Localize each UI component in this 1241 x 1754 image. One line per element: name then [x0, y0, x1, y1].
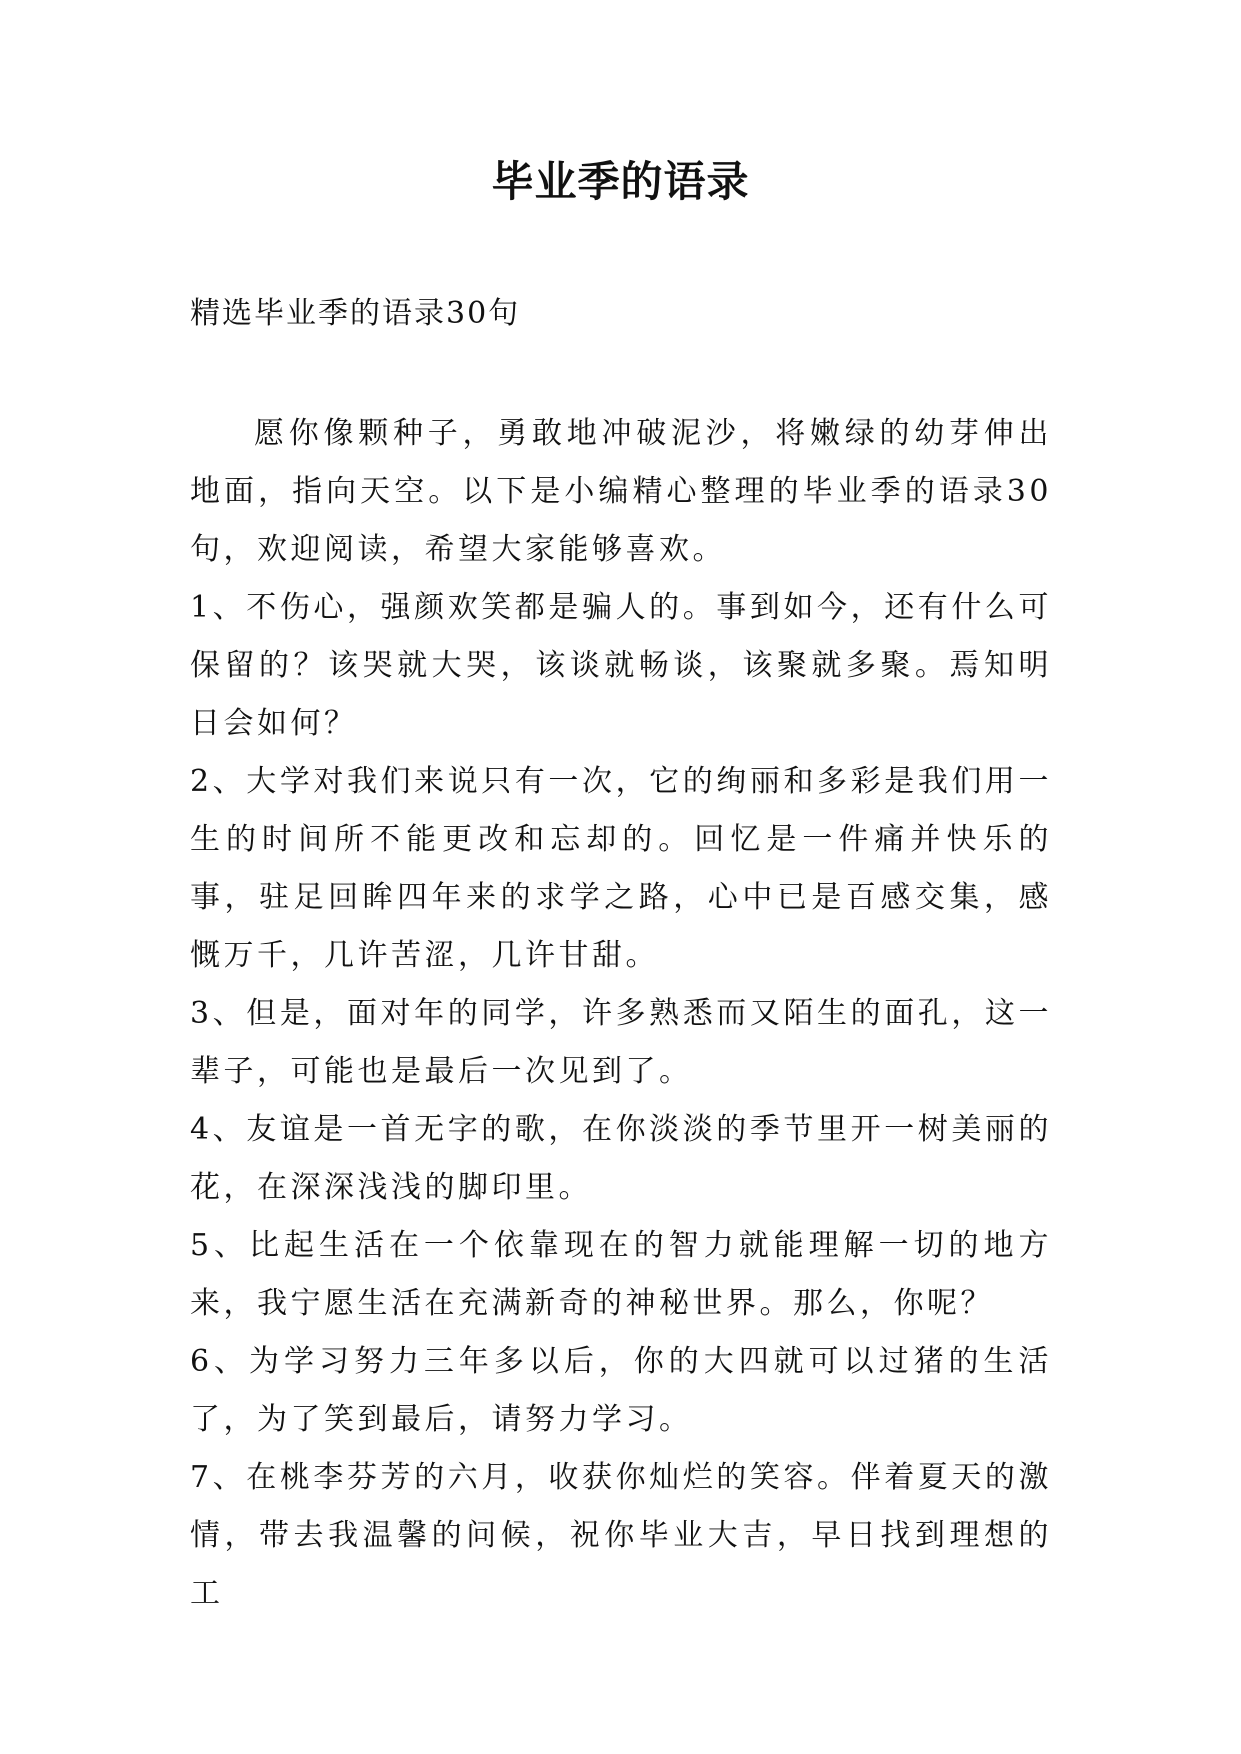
quote-paragraph: 1、不伤心，强颜欢笑都是骗人的。事到如今，还有什么可保留的？该哭就大哭，该谈就畅谈，该聚就多聚。焉知明日会如何？: [190, 590, 1052, 741]
document-title: 毕业季的语录: [491, 157, 750, 206]
document-body: [190, 405, 1052, 1623]
quote-paragraph: 7、在桃李芬芳的六月，收获你灿烂的笑容。伴着夏天的激情，带去我温馨的问候，祝你毕业大吉，早日找到理想的工: [190, 1460, 1052, 1611]
quote-paragraph: 5、比起生活在一个依靠现在的智力就能理解一切的地方来，我宁愿生活在充满新奇的神秘世界。那么，你呢？: [190, 1228, 1052, 1321]
document-subtitle: 精选毕业季的语录30句: [190, 296, 521, 331]
intro-paragraph: 愿你像颗种子，勇敢地冲破泥沙，将嫩绿的幼芽伸出地面，指向天空。以下是小编精心整理的毕业季的语录30句，欢迎阅读，希望大家能够喜欢。: [190, 416, 1052, 567]
quote-paragraph: 6、为学习努力三年多以后，你的大四就可以过猪的生活了，为了笑到最后，请努力学习。: [190, 1344, 1052, 1437]
quote-paragraph: 2、大学对我们来说只有一次，它的绚丽和多彩是我们用一生的时间所不能更改和忘却的。回忆是一件痛并快乐的事，驻足回眸四年来的求学之路，心中已是百感交集，感慨万千，几许苦涩，几许甘甜。: [190, 764, 1052, 973]
quote-paragraph: 4、友谊是一首无字的歌，在你淡淡的季节里开一树美丽的花，在深深浅浅的脚印里。: [190, 1112, 1052, 1205]
quote-paragraph: 3、但是，面对年的同学，许多熟悉而又陌生的面孔，这一辈子，可能也是最后一次见到了。: [190, 996, 1052, 1089]
